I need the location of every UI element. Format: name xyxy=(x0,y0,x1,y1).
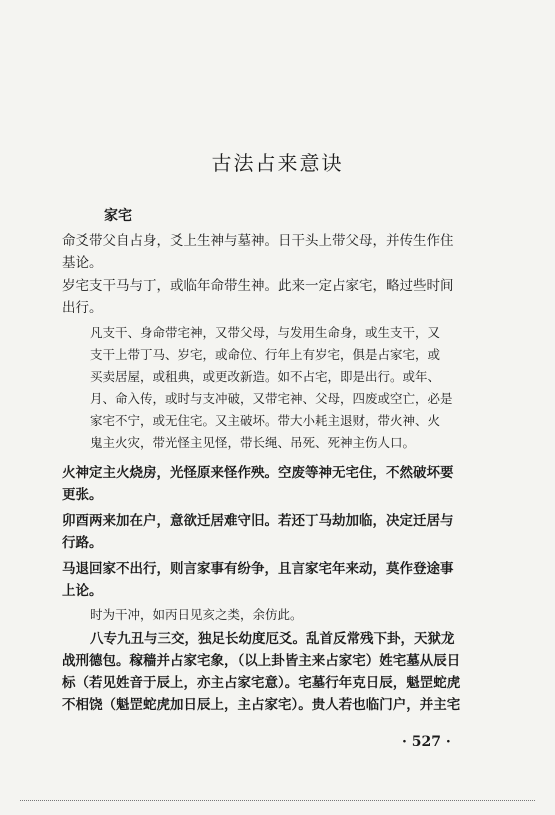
text-line: 不相饶（魁罡蛇虎加日辰上，主占家宅）。贵人若也临门户，并主宅 xyxy=(62,697,461,713)
text-line: 岁宅支干马与丁，或临年命带生神。此来一定占家宅，略过些时间 xyxy=(62,278,454,294)
paragraph-verse-3 xyxy=(62,462,454,506)
text-line: 八专九丑与三交，独足长幼度厄爻。乱首反常残下卦，天狱龙 xyxy=(90,631,455,647)
text-line: 战刑德包。稼穑并占家宅象，（以上卦皆主来占家宅）姓宅墓从辰日 xyxy=(62,653,461,669)
text-line: 更张。 xyxy=(62,487,103,503)
paragraph-verse-2 xyxy=(62,275,454,319)
text-line: 行路。 xyxy=(62,535,103,551)
paragraph-note xyxy=(90,604,303,626)
paragraph-verse-1 xyxy=(62,230,454,274)
text-line: 月、命入传，或时与支冲破，又带宅神、父母，四废或空亡，必是 xyxy=(90,391,453,406)
paragraph-verse-6 xyxy=(62,628,460,716)
text-line: 出行。 xyxy=(62,300,103,316)
text-line: 凡支干、身命带宅神，又带父母，与发用生命身，或生支干，又 xyxy=(90,325,441,340)
text-line: 马退回家不出行，则言家事有纷争，且言家宅年来动，莫作登途事 xyxy=(62,561,454,577)
paragraph-verse-5 xyxy=(62,558,454,602)
text-line: 家宅不宁，或无住宅。又主破坏。带大小耗主退财，带火神、火 xyxy=(90,413,441,428)
text-line: 命爻带父自占身，爻上生神与墓神。日干头上带父母，并传生作住 xyxy=(62,233,454,249)
text-line: 火神定主火烧房，光怪原来怪作殃。空废等神无宅住，不然破坏要 xyxy=(62,465,454,481)
text-line: 时为干冲，如丙日见亥之类，余仿此。 xyxy=(90,607,303,622)
paragraph-commentary-1 xyxy=(90,322,453,454)
page-title: 古法占来意诀 xyxy=(211,151,344,175)
text-line: 标（若见姓音于辰上，亦主占家宅意）。宅墓行年克日辰，魁罡蛇虎 xyxy=(62,675,461,691)
bottom-border xyxy=(20,800,535,801)
text-line: 买卖居屋，或租典，或更改新造。如不占宅，即是出行。或年、 xyxy=(90,369,441,384)
text-line: 上论。 xyxy=(62,583,103,599)
text-line: 支干上带丁马、岁宅，或命位、行年上有岁宅，俱是占家宅，或 xyxy=(90,347,441,362)
text-line: 基论。 xyxy=(62,255,103,271)
section-heading: 家宅 xyxy=(104,208,132,224)
page-number: · 527 · xyxy=(402,734,451,750)
text-line: 鬼主火灾，带光怪主见怪，带长绳、吊死、死神主伤人口。 xyxy=(90,435,416,450)
text-line: 卯酉两来加在户，意欲迁居难守旧。若还丁马劫加临，决定迁居与 xyxy=(62,513,454,529)
paragraph-verse-4 xyxy=(62,510,454,554)
